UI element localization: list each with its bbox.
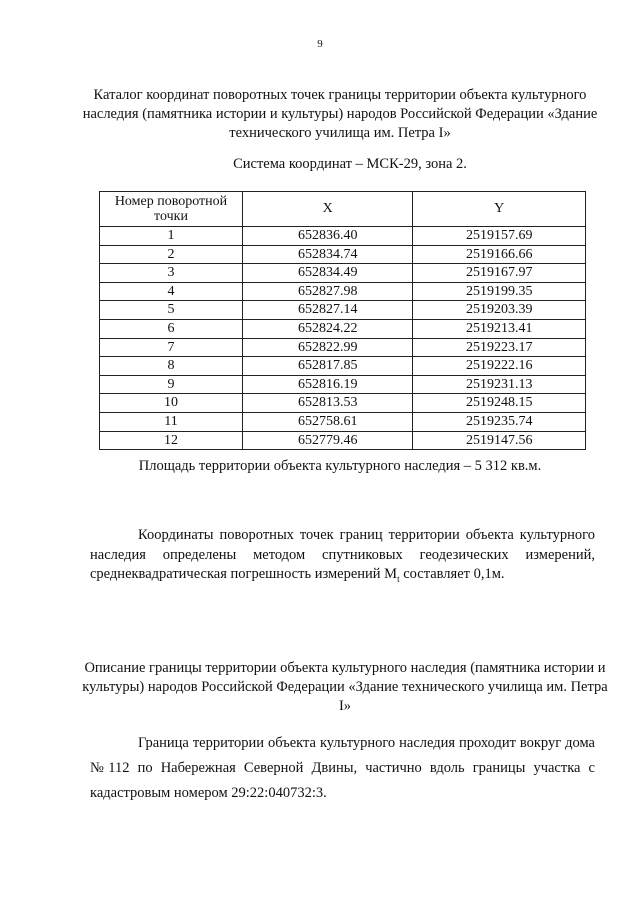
cell-y: 2519157.69	[413, 227, 586, 246]
cell-point-number: 3	[100, 264, 243, 283]
cell-point-number: 10	[100, 394, 243, 413]
cell-y: 2519147.56	[413, 431, 586, 450]
table-row	[100, 227, 586, 246]
cell-x: 652836.40	[242, 227, 412, 246]
accuracy-text-after: составляет 0,1м.	[399, 566, 505, 582]
accuracy-subscript: t	[397, 573, 400, 584]
table-row	[100, 412, 586, 431]
table-row	[100, 264, 586, 283]
cell-y: 2519167.97	[413, 264, 586, 283]
catalog-title: Каталог координат поворотных точек границы территории объекта культурного наследия (памятника истории и культуры) народов Российской Федерации «Здание технического училища им. Петра I»	[82, 87, 598, 141]
table-row	[100, 431, 586, 450]
cell-point-number: 7	[100, 338, 243, 357]
cell-y: 2519222.16	[413, 357, 586, 376]
table-row	[100, 245, 586, 264]
cell-point-number: 4	[100, 282, 243, 301]
cell-point-number: 9	[100, 375, 243, 394]
cell-point-number: 6	[100, 319, 243, 338]
table-row	[100, 394, 586, 413]
table-body	[100, 227, 586, 450]
cell-y: 2519223.17	[413, 338, 586, 357]
table-row	[100, 338, 586, 357]
cell-x: 652813.53	[242, 394, 412, 413]
cell-point-number: 12	[100, 431, 243, 450]
table-row	[100, 357, 586, 376]
cell-point-number: 11	[100, 412, 243, 431]
cell-y: 2519166.66	[413, 245, 586, 264]
cell-x: 652824.22	[242, 319, 412, 338]
header-point-number: Номер поворотной точки	[100, 192, 243, 227]
cell-point-number: 5	[100, 301, 243, 320]
cell-x: 652758.61	[242, 412, 412, 431]
cell-x: 652834.74	[242, 245, 412, 264]
accuracy-text-before: Координаты поворотных точек границ территории объекта культурного наследия определены методом спутниковых геодезических измерений, среднеквадратическая погрешность измерений M	[90, 527, 595, 582]
area-text: Площадь территории объекта культурного наследия – 5 312 кв.м.	[138, 458, 542, 474]
boundary-paragraph: Граница территории объекта культурного наследия проходит вокруг дома №112 по Набережная Северной Двины, частично вдоль границы участка с кадастровым номером 29:22:040732:3.	[90, 735, 595, 801]
table-row	[100, 301, 586, 320]
accuracy-paragraph	[90, 526, 595, 589]
table-row	[100, 282, 586, 301]
table-row	[100, 375, 586, 394]
cell-y: 2519203.39	[413, 301, 586, 320]
cell-x: 652779.46	[242, 431, 412, 450]
cell-x: 652827.98	[242, 282, 412, 301]
cell-x: 652822.99	[242, 338, 412, 357]
header-x: X	[242, 192, 412, 227]
cell-x: 652817.85	[242, 357, 412, 376]
cell-point-number: 1	[100, 227, 243, 246]
table-row	[100, 319, 586, 338]
description-title: Описание границы территории объекта культурного наследия (памятника истории и культуры) народов Российской Федерации «Здание технического училища им. Петра I»	[82, 660, 608, 714]
cell-y: 2519235.74	[413, 412, 586, 431]
page-number: 9	[317, 38, 323, 50]
cell-y: 2519231.13	[413, 375, 586, 394]
cell-y: 2519213.41	[413, 319, 586, 338]
header-y: Y	[413, 192, 586, 227]
cell-x: 652834.49	[242, 264, 412, 283]
cell-y: 2519199.35	[413, 282, 586, 301]
cell-point-number: 2	[100, 245, 243, 264]
coordinate-system-label: Система координат – МСК-29, зона 2.	[233, 156, 467, 172]
cell-x: 652816.19	[242, 375, 412, 394]
table-header-row	[100, 192, 586, 227]
cell-y: 2519248.15	[413, 394, 586, 413]
cell-point-number: 8	[100, 357, 243, 376]
cell-x: 652827.14	[242, 301, 412, 320]
coordinates-table	[99, 191, 586, 450]
